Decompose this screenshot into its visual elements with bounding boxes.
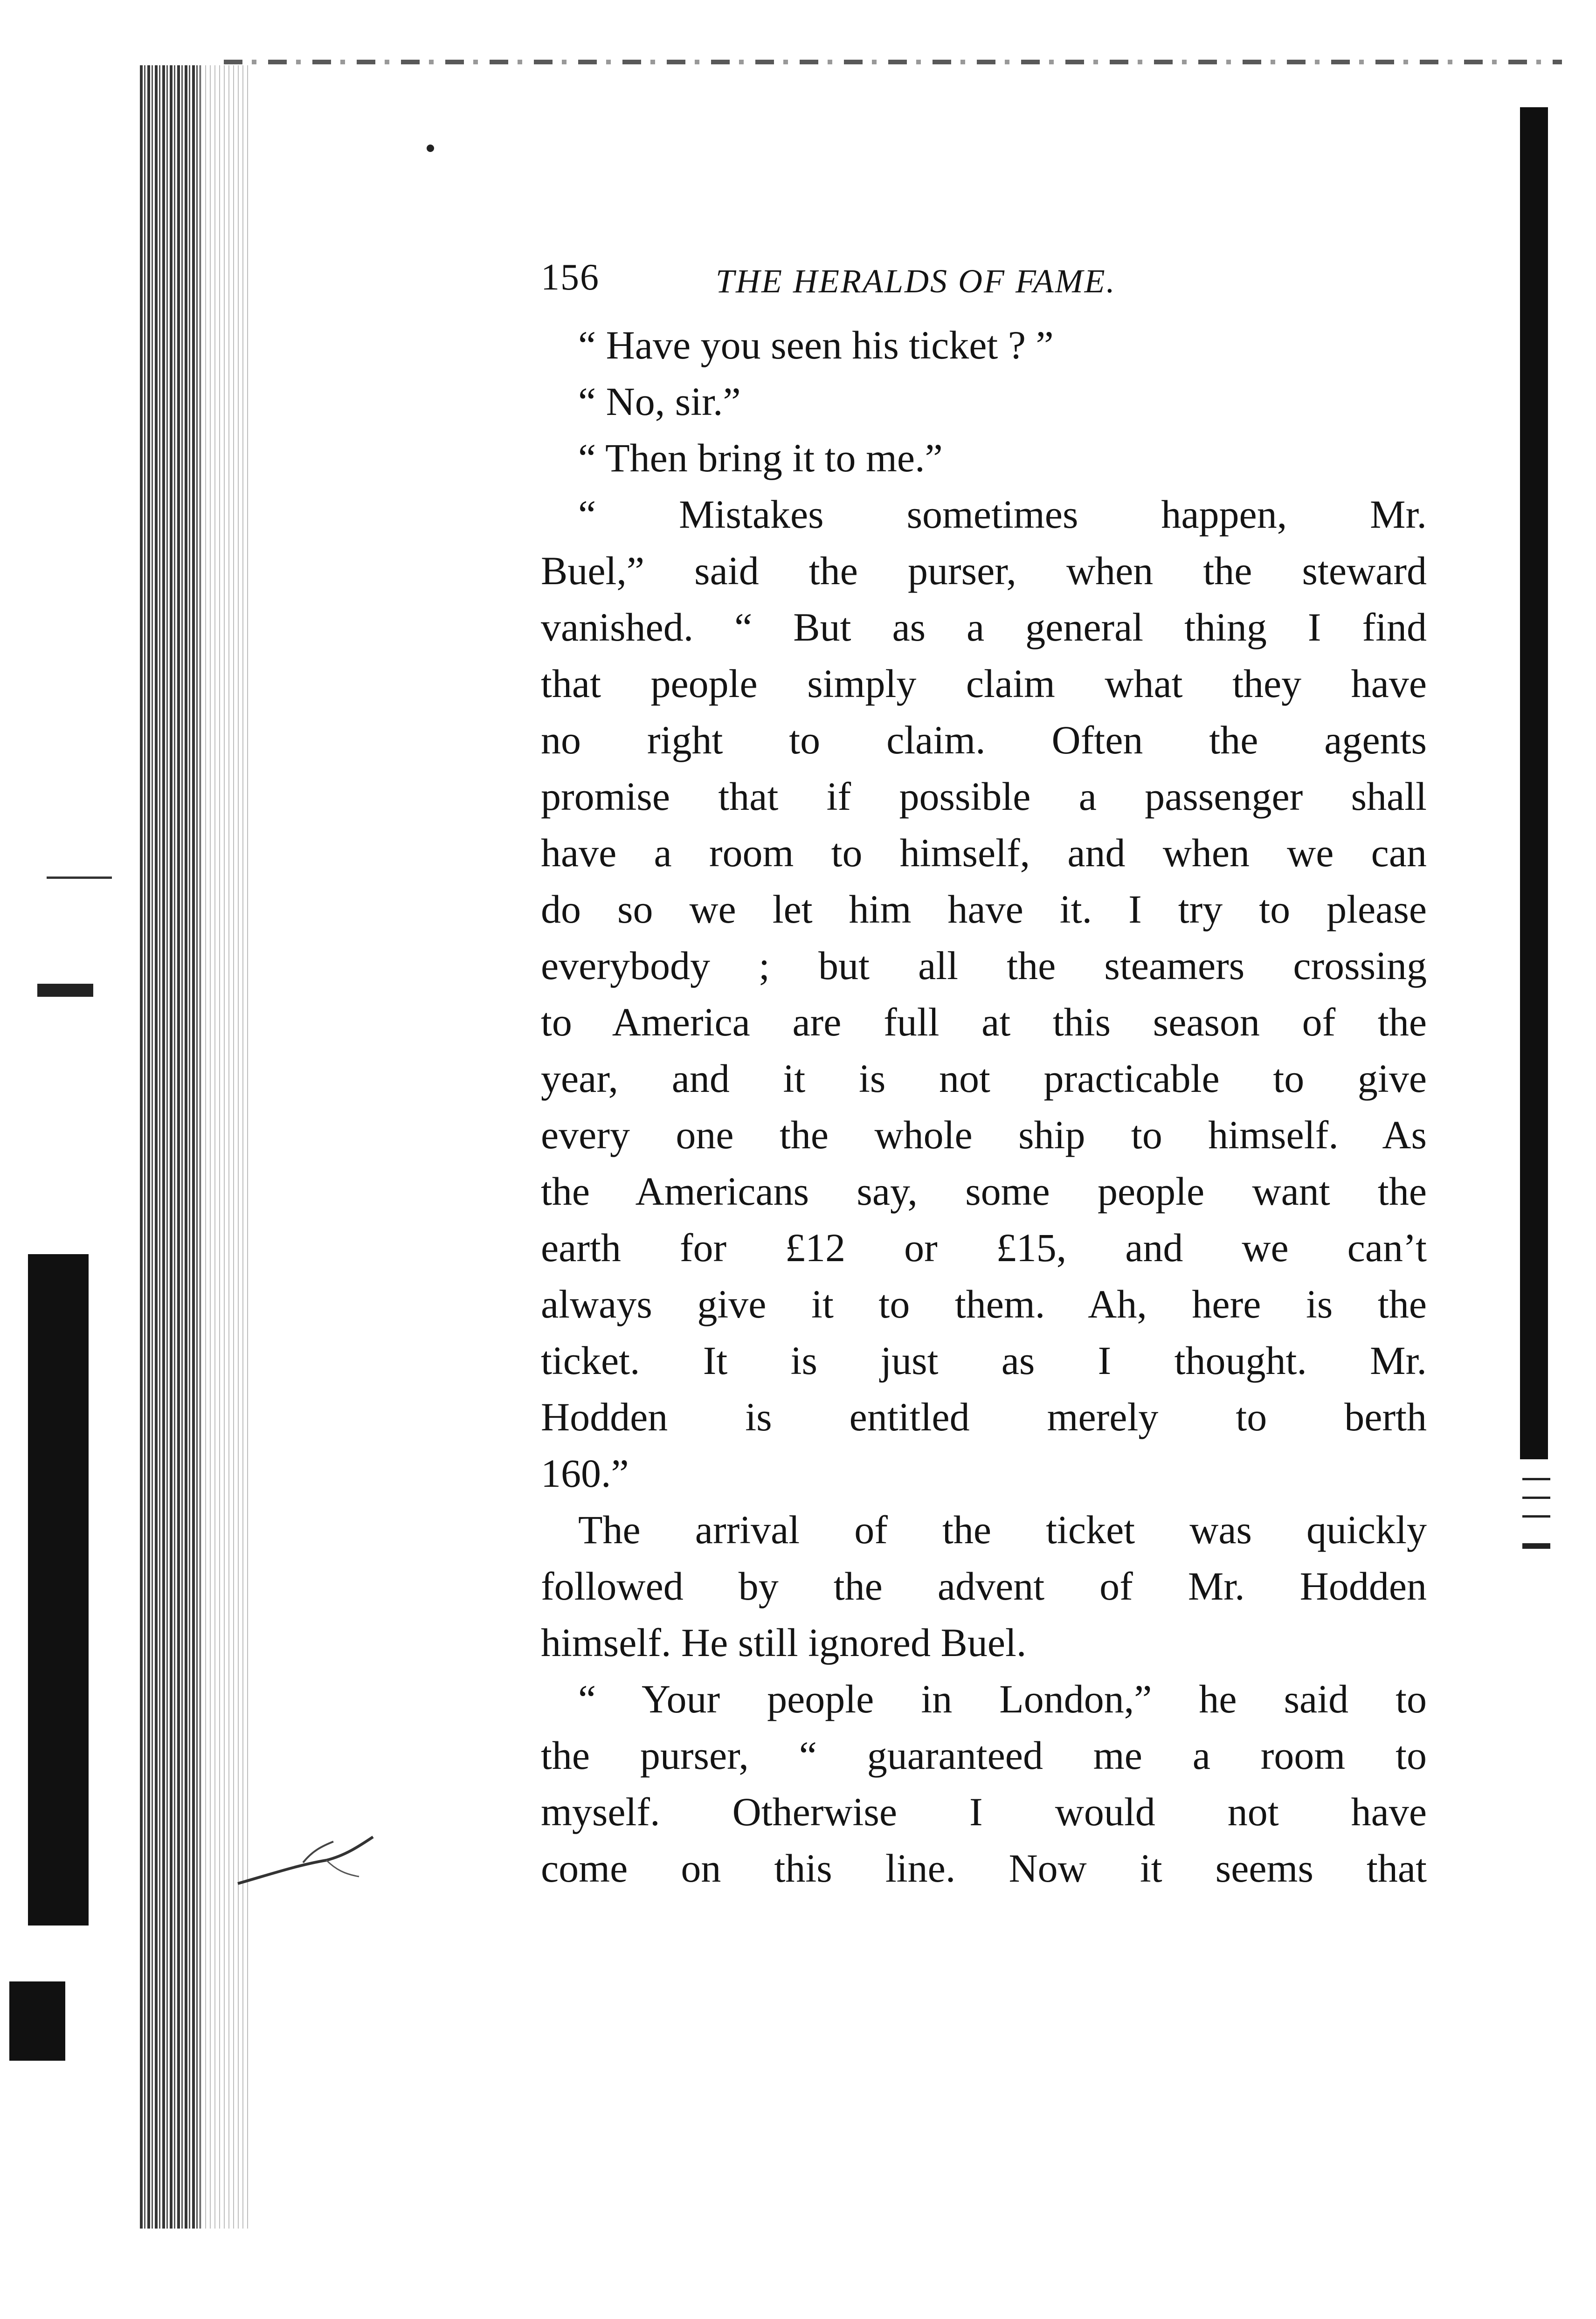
page-number: 156: [541, 257, 600, 298]
text-line: “ No, sir.”: [578, 379, 741, 424]
text-line: Hodden is entitled merely to berth: [541, 1394, 1427, 1439]
running-title: THE HERALDS OF FAME.: [716, 262, 1116, 300]
text-line: always give it to them. Ah, here is the: [541, 1282, 1427, 1326]
text-line: have a room to himself, and when we can: [541, 830, 1427, 875]
text-line: to America are full at this season of the: [541, 1000, 1427, 1044]
text-line: followed by the advent of Mr. Hodden: [541, 1564, 1427, 1608]
scan-binding-block: [9, 1981, 65, 2061]
text-line: year, and it is not practicable to give: [541, 1056, 1427, 1101]
ink-flourish: [233, 1818, 382, 1893]
scan-right-edge-bar: [1520, 107, 1548, 1459]
book-page: [541, 242, 1427, 1897]
text-line: “ Mistakes sometimes happen, Mr.: [578, 492, 1427, 537]
text-line: ticket. It is just as I thought. Mr.: [541, 1338, 1427, 1383]
text-line: vanished. “ But as a general thing I find: [541, 605, 1427, 649]
text-line: come on this line. Now it seems that: [541, 1846, 1427, 1891]
text-line: 160.”: [541, 1451, 629, 1496]
scan-right-tick: [1522, 1497, 1550, 1499]
scan-right-tick: [1522, 1543, 1550, 1549]
text-line: the purser, “ guaranteed me a room to: [541, 1733, 1427, 1778]
scan-binding-fade: [200, 65, 252, 2229]
text-line: promise that if possible a passenger shall: [541, 774, 1427, 819]
text-line: no right to claim. Often the agents: [541, 718, 1427, 762]
scan-margin-rule: [47, 877, 112, 879]
scan-right-tick: [1522, 1478, 1550, 1480]
text-line: himself. He still ignored Buel.: [541, 1620, 1027, 1665]
scan-binding-block: [28, 1254, 89, 1926]
text-line: “ Your people in London,” he said to: [578, 1677, 1427, 1721]
scan-top-edge: [224, 60, 1562, 64]
running-head: [541, 242, 1427, 303]
text-line: The arrival of the ticket was quickly: [578, 1507, 1427, 1552]
text-line: that people simply claim what they have: [541, 661, 1427, 706]
text-line: the Americans say, some people want the: [541, 1169, 1427, 1214]
scan-right-tick: [1522, 1515, 1550, 1518]
body-text: [541, 317, 1427, 1897]
text-line: everybody ; but all the steamers crossing: [541, 943, 1427, 988]
text-line: every one the whole ship to himself. As: [541, 1112, 1427, 1157]
text-line: “ Then bring it to me.”: [578, 435, 943, 480]
text-line: “ Have you seen his ticket ? ”: [578, 323, 1054, 367]
scan-speck: [427, 145, 434, 152]
text-line: earth for £12 or £15, and we can’t: [541, 1225, 1427, 1270]
text-line: do so we let him have it. I try to please: [541, 887, 1427, 932]
text-line: Buel,” said the purser, when the steward: [541, 548, 1427, 593]
scan-binding-shadow: [140, 65, 200, 2229]
scan-binding-mark: [37, 984, 93, 997]
text-line: myself. Otherwise I would not have: [541, 1789, 1427, 1834]
